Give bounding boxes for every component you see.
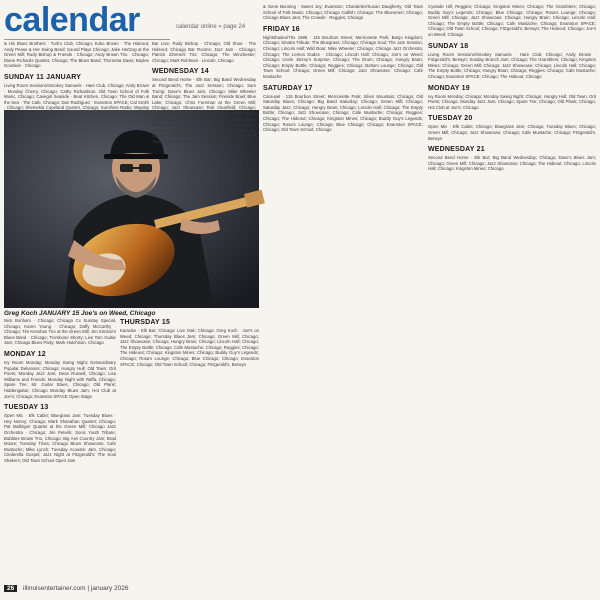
- header-rule: [4, 39, 170, 40]
- day-heading: THURSDAY 15: [120, 319, 171, 326]
- listing-text: Living Room Sessions/Smokey Samuels · Hare Club, Chicago; Andy Brown · Monday Cherry, Chicago; Cathy Richardson, Old Town School of Folk Music, Chicago; Cavegirl Seaside · Beat Kitchen, Chicago; The Old Man & the Sea · The Cafe, Chicago; Dan Rodriguez · Evanston SPACE; Cal Smith · Chicago; Shemekia Copeland Quartet, Chicago; Sunshine Radio; Mayday: [4, 82, 149, 111]
- page-title: calendar: [4, 1, 140, 39]
- listing-text: Second Bend Home · Elk Bar; Big Band Wednesday at Fitzgerald's; The Jazz Session; Chicago; Sam Trump; Dave's Blues Jam; Chicago; Mike Wheeler Band; Chicago; The Jam Session; Fireside Bowl; Blue Lake; Chicago; Chris Foreman at the Green Mill; Chicago; Jazz Showcase; Rob Clearfield; Chicago; Andy Brown · Chicago; The Hideout; Cheer Hard; Chicago; Lincoln Hall; Chicago; Katie Ernst; Uptown; Chicago; The Empty Bottle; Chicago; Hungry Brain; Chicago; Alison Miller; Chicago; Cafe Mustache; Chicago; Wednesday Open Mic; Chicago; The Wild Hare; Chicago; Blues at Kingston Mines: [152, 77, 256, 144]
- day-heading: SUNDAY 18: [428, 42, 469, 50]
- calendar-column-4: [428, 4, 596, 582]
- listing-text: Living Room Sessions/Smokey Samuels · Hare Club; Chicago; Andy Brown · Fitzgerald's; Berwyn; Sunday Brunch Jam; Chicago; The Gramblers; Chicago; Kingston Mines; Chicago; Green Mill; Chicago; Jazz Showcase; Chicago; Lincoln Hall; Chicago; The Empty Bottle; Chicago; Hungry Brain; Chicago; Reggies; Chicago; Cafe Mustache; Chicago; Evanston SPACE; Chicago; The Hideout; Chicago: [428, 51, 596, 79]
- listing-text: & His Blues Brothers · Turk's Club, Chicago; Koko Brown · The Hideout; Andy Pease & Her Swing Band; Sound Plays Chicago; Jake Hertzog at the Green Mill; Rudy Bishop & Friends · Chicago; Andy Brown Trio · Chicago; Diane Richards Quartet, Chicago; The Blues Band; Thornetta Davis; Baylee Goodwin · Chicago: [4, 41, 149, 69]
- day-heading: WEDNESDAY 14: [152, 68, 209, 76]
- day-heading: SUNDAY 11 JANUARY: [4, 73, 82, 81]
- photo-caption: Greg Koch JANUARY 15 Joe's on Weed, Chicago: [4, 310, 156, 317]
- calendar-column-1-bottom: [4, 318, 116, 582]
- day-heading: MONDAY 12: [4, 350, 46, 358]
- listing-text: & Gene Bunning · Sweet Joy; Evanston; Chandelier/Susan Daugherty; Old Town School of Folk Music; Chicago; Chicago Catfish; Chicago; The Bluesmen; Chicago; Chicago Blues Jam; The Crowds · Reggies; Chicago: [263, 4, 423, 21]
- page-number: 26: [4, 585, 17, 592]
- listing-text: Ivy Room Monday; Monday Swing Night; Extraordinary Popular Delusions; Chicago; Hungry Hull; Old Town; Grit Poets; Monday Jazz Jam; Dean Russell, Chicago; Lisa Williams and Friends; Monday Night with Raffa, Chicago; Spare Tire; Mr. Guitar Blues, Chicago; Old Plank; Hiddenguitar; Chicago Monday Blues Jam; Hot Club at Joe's; Chicago; Evanston SPACE Open Stage: [4, 359, 116, 399]
- calendar-column-1-top: [4, 41, 149, 109]
- page-subtitle: calendar online » page 24: [176, 24, 246, 30]
- listing-text: Cyanide Hill; Reggies; Chicago; Kingston Mines; Chicago; The Gramblers; Chicago; Buddy Guy's Legends; Chicago; Blue Chicago; Chicago; Rosa's Lounge; Chicago; Green Mill; Chicago; Jazz Showcase; Chicago; Hungry Brain; Chicago; Lincoln Hall; Chicago; The Empty Bottle; Chicago; Cafe Mustache; Chicago; Evanston SPACE; Chicago; Old Town School; Chicago; Fitzgerald's; Berwyn; The Hideout; Chicago; Joe's on Weed; Chicago: [428, 4, 596, 37]
- day-heading: TUESDAY 13: [4, 404, 49, 412]
- footer-separator: |: [87, 585, 90, 592]
- issue-date: january 2026: [90, 585, 129, 592]
- page-footer: [4, 585, 596, 597]
- day-heading: FRIDAY 16: [263, 25, 300, 33]
- publication-site[interactable]: illinoisentertainer.com: [23, 585, 86, 592]
- listing-text: Karaoke · Elk Bar; Chicago; Live Oak; Chicago; Greg Koch · Joe's on Weed; Chicago; Thursday Blues Jam; Chicago; Green Mill; Chicago; Jazz Showcase; Chicago; Hungry Brain; Chicago; Lincoln Hall; Chicago; The Empty Bottle; Chicago; Cafe Mustache; Chicago; Reggies; Chicago; The Hideout; Chicago; Kingston Mines; Chicago; Buddy Guy's Legends; Chicago; Rosa's Lounge; Chicago; Blue Chicago; Chicago; Evanston SPACE; Chicago; Old Town School; Chicago; Fitzgerald's; Berwyn: [120, 328, 259, 367]
- listing-text: Nightshades/The 1985 · 115 Bourbon Street; Merrionette Park; Banjo Kingdom; Chicago; Sinatra Tribute; The Bluegrass; Chicago; Chicago Soul; The Jam Session; Chicago; Lincoln Hall; Wild Boar; Mike Wheeler; Chicago; Chicago Jazz Orchestra; Chicago; The Lemon Dudes · Chicago; Lincoln Hall; Chicago; Joe's on Weed; Chicago; Uncle Jimmy's Surprise; Chicago; The Drum; Chicago; Hungry Brain; Chicago; Empty Bottle; Chicago; Reggies; Chicago; Bottom Lounge; Chicago; Old Town School; Chicago; Green Mill; Chicago; Jazz Showcase; Chicago; Cafe Mustache: [263, 34, 423, 79]
- listing-text: Bar Live; Rudy Bishop · Chicago; Old Shoe · The Hideout; Chicago Bar Rooms; Jazz Jam · Chicago; Patrick Zimmerli Trio; Chicago; The Winchester; Chicago; Mark Ruhlman · Lincoln, Chicago: [152, 41, 256, 63]
- listing-text: Ivy Room Monday; Chicago; Monday Swing Night; Chicago; Hungry Hull; Old Town; Grit Poets; Chicago; Monday Jazz Jam; Chicago; Spare Tire; Chicago; Old Plank; Chicago; Hot Club at Joe's; Chicago: [428, 93, 596, 110]
- day-heading: TUESDAY 20: [428, 115, 473, 123]
- listing-text: Second Bend Home · Elk Bar; Big Band Wednesday; Chicago; Dave's Blues Jam; Chicago; Green Mill; Chicago; Jazz Showcase; Chicago; The Hideout; Chicago; Lincoln Hall; Chicago; Kingston Mines; Chicago: [428, 155, 596, 172]
- day-heading: WEDNESDAY 21: [428, 146, 485, 154]
- day-heading: SATURDAY 17: [263, 84, 313, 92]
- listing-text: Nick Bonham · Chicago; Chicago Cx Sunday Special, Chicago; Karen Young · Chicago; Daffy McCarthy · Chicago; Tim Keeshan Trio at the Green Mill; Jim Sinclair's Blues Band · Chicago; Trombone Shorty; Live Tom Guitar Jam; Chicago Blues Party; Mark Hutchison, Chicago: [4, 318, 116, 346]
- listing-text: Open Mic · Elk Cabin; Chicago; Bluegrass Jam; Chicago; Tuesday Blues; Chicago; Green Mill; Chicago; Jazz Showcase; Chicago; Cafe Mustache; Chicago; Fitzgerald's; Berwyn: [428, 124, 596, 141]
- calendar-column-2-bottom: [120, 318, 259, 582]
- listing-text: Carousel · 115 Bourbon Street; Merrionette Park; Silver Mountain; Chicago; Old Saturday Blues; Chicago; Big Band Saturday; Chicago; Green Mill; Chicago; Saturday Jazz; Chicago; Hungry Brain; Chicago; Lincoln Hall; Chicago; The Empty Bottle; Chicago; Jazz Showcase; Chicago; Cafe Mustache; Chicago; Reggies; Chicago; The Hideout; Chicago; Kingston Mines; Chicago; Buddy Guy's Legends; Chicago; Rosa's Lounge; Chicago; Blue Chicago; Chicago; Evanston SPACE; Chicago; Old Town School; Chicago: [263, 93, 423, 133]
- calendar-column-3: [263, 4, 423, 582]
- calendar-column-2-top: [152, 41, 256, 144]
- listing-text: Open Mic · Elk Cabin; Bluegrass Jam; Tuesday Blues · Hey Nonny; Chicago; Mark Shanahan Quartet; Chicago; Pat Mallinger Quartet at the Green Mill; Chicago Jazz Orchestra · Chicago; Jim Peterik; Sonic Youth Tribute; Bubbles Brown Trio, Chicago; Big Ass Country Jam; Brad Moore; Tuesday Trivia; Chicago Blues Showcase; Cafe Mustache; Mike Lynch; Tuesday Acoustic Jam, Chicago; Cinderella Gospel; Jazz Night at Fitzgerald's; The Soul Shakers; Old Town School Open Jam: [4, 413, 116, 463]
- day-heading: MONDAY 19: [428, 84, 470, 92]
